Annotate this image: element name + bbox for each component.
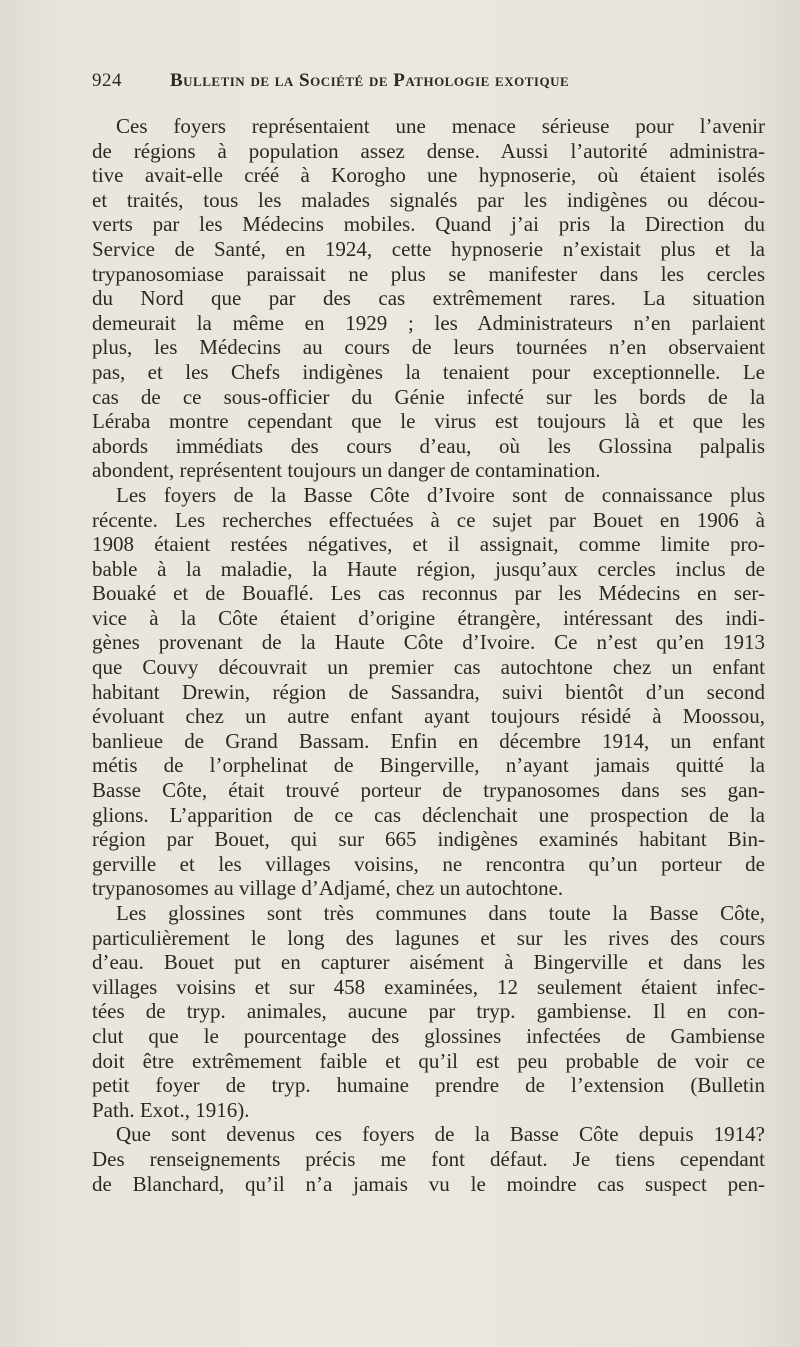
journal-title: Bulletin de la Société de Pathologie exotique	[170, 70, 570, 91]
text-line: gènes provenant de la Haute Côte d’Ivoire. Ce n’est qu’en 1913	[92, 630, 765, 655]
text-line: Léraba montre cependant que le virus est toujours là et que les	[92, 409, 765, 434]
text-line: 1908 étaient restées négatives, et il assignait, comme limite pro-	[92, 532, 765, 557]
text-line: plus, les Médecins au cours de leurs tournées n’en observaient	[92, 335, 765, 360]
text-line: récente. Les recherches effectuées à ce sujet par Bouet en 1906 à	[92, 507, 765, 532]
text-line: d’eau. Bouet put en capturer aisément à Bingerville et dans les	[92, 950, 765, 975]
text-line: Les foyers de la Basse Côte d’Ivoire sont de connaissance plus	[116, 482, 765, 507]
body-text	[92, 114, 765, 1196]
text-line: doit être extrêmement faible et qu’il est peu probable de voir ce	[92, 1048, 765, 1073]
text-line: demeurait la même en 1929 ; les Administrateurs n’en parlaient	[92, 310, 765, 335]
text-line: villages voisins et sur 458 examinées, 12 seulement étaient infec-	[92, 974, 765, 999]
text-line: trypanosomes au village d’Adjamé, chez un autochtone.	[92, 876, 564, 901]
text-line: Que sont devenus ces foyers de la Basse Côte depuis 1914?	[116, 1122, 765, 1147]
text-line: clut que le pourcentage des glossines infectées de Gambiense	[92, 1023, 765, 1048]
text-line: et traités, tous les malades signalés par les indigènes ou décou-	[92, 187, 765, 212]
text-line: Des renseignements précis me font défaut. Je tiens cependant	[92, 1146, 765, 1171]
text-line: petit foyer de tryp. humaine prendre de l’extension (Bulletin	[92, 1073, 765, 1098]
text-line: pas, et les Chefs indigènes la tenaient pour exceptionnelle. Le	[92, 359, 765, 384]
text-line: Bouaké et de Bouaflé. Les cas reconnus par les Médecins en ser-	[92, 581, 765, 606]
text-line: bable à la maladie, la Haute région, jusqu’aux cercles inclus de	[92, 556, 765, 581]
text-line: banlieue de Grand Bassam. Enfin en décembre 1914, un enfant	[92, 728, 765, 753]
text-line: particulièrement le long des lagunes et sur les rives des cours	[92, 925, 765, 950]
text-line: abords immédiats des cours d’eau, où les Glossina palpalis	[92, 433, 765, 458]
text-line: Les glossines sont très communes dans toute la Basse Côte,	[116, 901, 765, 925]
text-line: abondent, représentent toujours un danger de contamination.	[92, 458, 601, 483]
text-line: de régions à population assez dense. Aussi l’autorité administra-	[92, 138, 765, 163]
text-line: cas de ce sous-officier du Génie infecté sur les bords de la	[92, 384, 765, 409]
text-line: Service de Santé, en 1924, cette hypnoserie n’existait plus et la	[92, 236, 765, 261]
text-line: Path. Exot., 1916).	[92, 1097, 250, 1122]
text-line: verts par les Médecins mobiles. Quand j’ai pris la Direction du	[92, 212, 765, 237]
text-line: de Blanchard, qu’il n’a jamais vu le moindre cas suspect pen-	[92, 1171, 765, 1196]
text-line: région par Bouet, qui sur 665 indigènes examinés habitant Bin-	[92, 827, 765, 852]
text-line: vice à la Côte étaient d’origine étrangère, intéressant des indi-	[92, 605, 765, 630]
text-line: évoluant chez un autre enfant ayant toujours résidé à Moossou,	[92, 704, 765, 729]
text-line: du Nord que par des cas extrêmement rares. La situation	[92, 286, 765, 311]
text-line: habitant Drewin, région de Sassandra, suivi bientôt d’un second	[92, 679, 765, 704]
text-line: tive avait-elle créé à Korogho une hypnoserie, où étaient isolés	[92, 163, 765, 188]
page-number: 924	[92, 70, 122, 91]
text-line: que Couvy découvrait un premier cas autochtone chez un enfant	[92, 655, 765, 680]
text-line: tées de tryp. animales, aucune par tryp. gambiense. Il en con-	[92, 999, 765, 1024]
text-line: trypanosomiase paraissait ne plus se manifester dans les cercles	[92, 261, 765, 286]
text-line: Ces foyers représentaient une menace sérieuse pour l’avenir	[116, 114, 765, 138]
running-head	[92, 70, 732, 92]
text-line: gerville et les villages voisins, ne rencontra qu’un porteur de	[92, 851, 765, 876]
text-line: glions. L’apparition de ce cas déclenchait une prospection de la	[92, 802, 765, 827]
text-line: métis de l’orphelinat de Bingerville, n’ayant jamais quitté la	[92, 753, 765, 778]
text-line: Basse Côte, était trouvé porteur de trypanosomes dans ses gan-	[92, 778, 765, 803]
